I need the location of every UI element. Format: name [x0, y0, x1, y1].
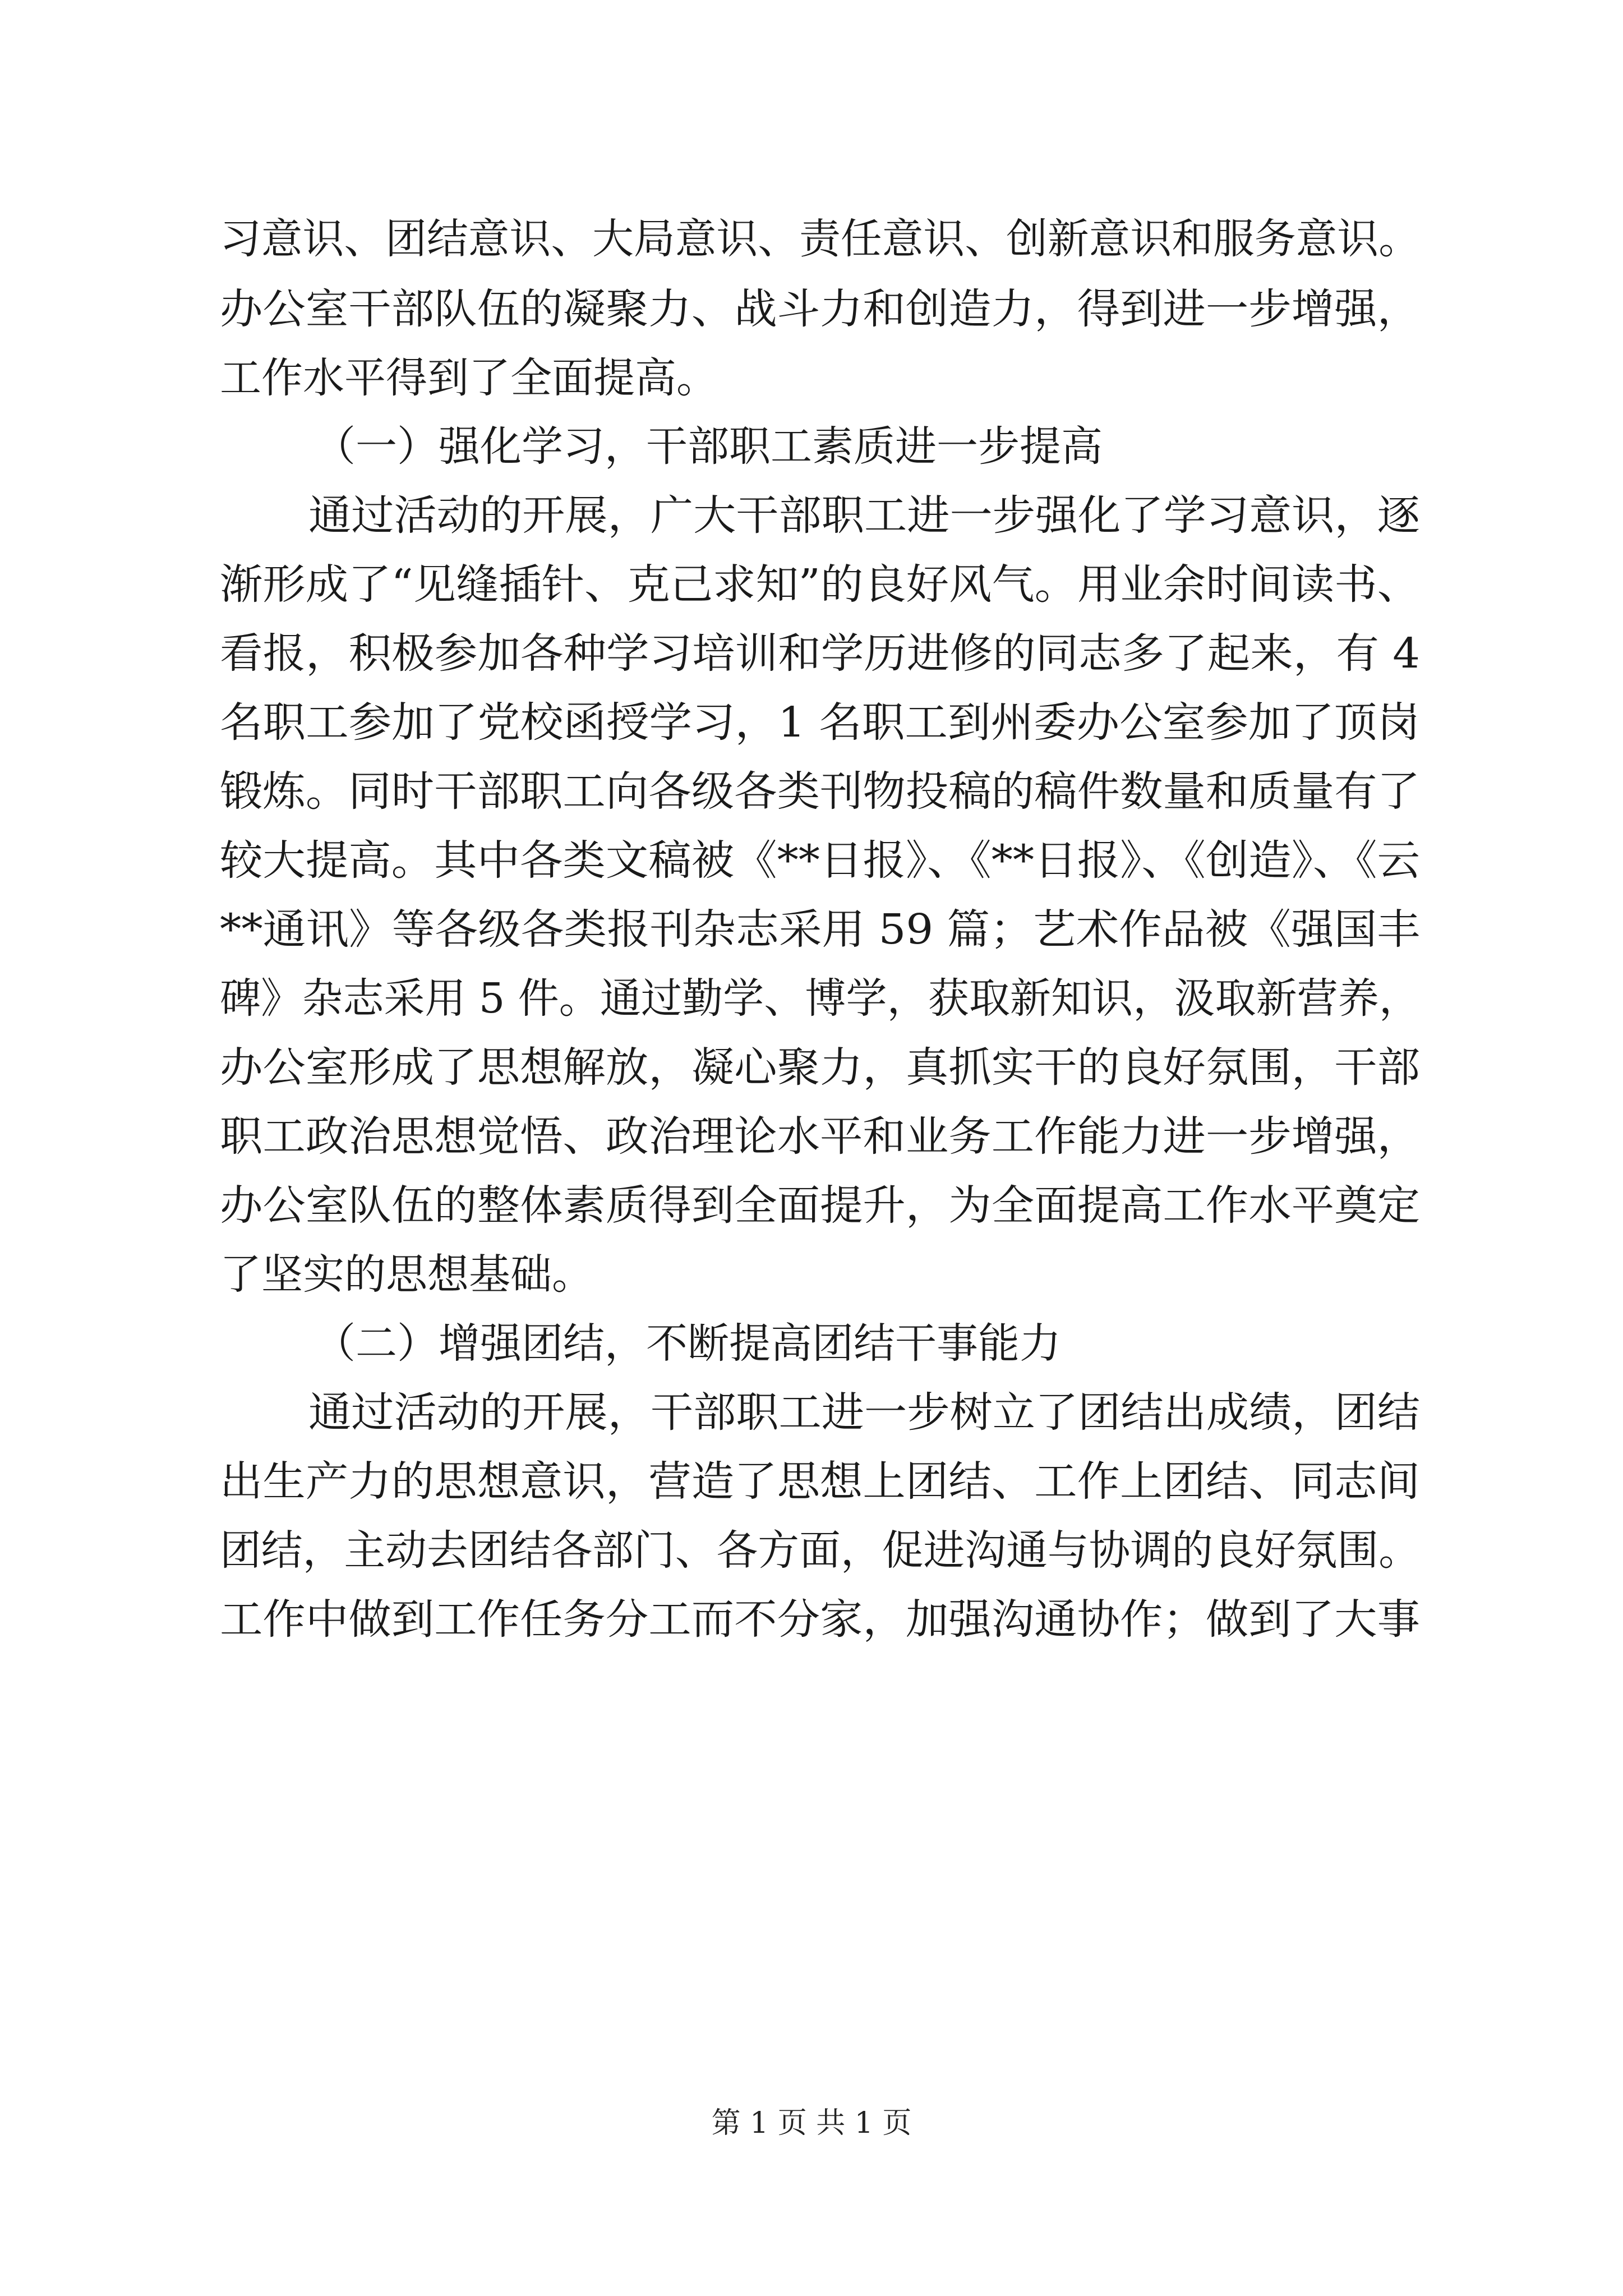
line-text: 职工政治思想觉悟、政治理论水平和业务工作能力进一步增强，	[220, 1112, 1420, 1161]
text-line	[0, 347, 1623, 409]
text-line	[0, 208, 1623, 270]
section-heading	[0, 1313, 1623, 1374]
text-line	[0, 1106, 1623, 1167]
line-text: 通过活动的开展，干部职工进一步树立了团结出成绩，团结	[308, 1388, 1420, 1437]
text-line	[0, 623, 1623, 684]
line-text: 碑》杂志采用 5 件。通过勤学、博学，获取新知识，汲取新营养，	[220, 974, 1420, 1023]
text-line	[0, 968, 1623, 1029]
text-line	[0, 1520, 1623, 1581]
line-text: 团结，主动去团结各部门、各方面，促进沟通与协调的良好氛围。	[220, 1526, 1420, 1575]
text-line	[0, 485, 1623, 546]
text-line	[0, 1451, 1623, 1512]
text-line	[0, 830, 1623, 891]
line-text: 名职工参加了党校函授学习，1 名职工到州委办公室参加了顶岗	[220, 698, 1420, 747]
text-line	[0, 1244, 1623, 1305]
line-text: 工作中做到工作任务分工而不分家，加强沟通协作；做到了大事	[220, 1595, 1420, 1644]
line-text: 工作水平得到了全面提高。	[220, 354, 718, 402]
line-text: 办公室队伍的整体素质得到全面提升，为全面提高工作水平奠定	[220, 1181, 1420, 1230]
line-text: （二）增强团结，不断提高团结干事能力	[314, 1319, 1061, 1368]
line-text: **通讯》等各级各类报刊杂志采用 59 篇；艺术作品被《强国丰	[220, 905, 1420, 954]
line-text: （一）强化学习，干部职工素质进一步提高	[314, 422, 1103, 471]
text-line	[0, 1382, 1623, 1443]
text-line	[0, 554, 1623, 615]
text-line	[0, 692, 1623, 753]
line-text: 办公室干部队伍的凝聚力、战斗力和创造力，得到进一步增强，	[220, 285, 1420, 333]
line-text: 渐形成了“见缝插针、克己求知”的良好风气。用业余时间读书、	[220, 560, 1420, 609]
line-text: 出生产力的思想意识，营造了思想上团结、工作上团结、同志间	[220, 1457, 1420, 1506]
text-line	[0, 899, 1623, 960]
line-text: 办公室形成了思想解放，凝心聚力，真抓实干的良好氛围，干部	[220, 1043, 1420, 1092]
line-text: 习意识、团结意识、大局意识、责任意识、创新意识和服务意识。	[220, 215, 1420, 263]
text-line	[0, 1589, 1623, 1650]
line-text: 了坚实的思想基础。	[220, 1250, 593, 1299]
text-line	[0, 278, 1623, 340]
line-text: 锻炼。同时干部职工向各级各类刊物投稿的稿件数量和质量有了	[220, 767, 1420, 816]
line-text: 看报，积极参加各种学习培训和学历进修的同志多了起来，有 4	[220, 629, 1420, 678]
section-heading	[0, 416, 1623, 477]
line-text: 较大提高。其中各类文稿被《**日报》、《**日报》、《创造》、《云	[220, 836, 1420, 885]
text-line	[0, 761, 1623, 822]
text-line	[0, 1175, 1623, 1236]
page-footer: 第 1 页 共 1 页	[711, 2106, 912, 2140]
text-line	[0, 1037, 1623, 1098]
line-text: 通过活动的开展，广大干部职工进一步强化了学习意识，逐	[308, 491, 1420, 540]
